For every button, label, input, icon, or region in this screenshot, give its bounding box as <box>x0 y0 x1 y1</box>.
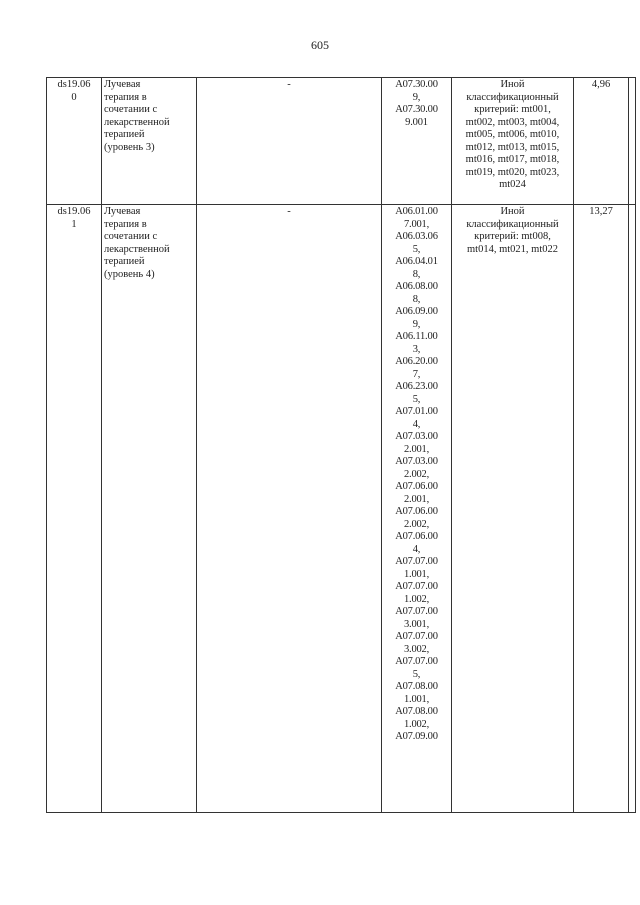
service-code-line: A07.03.00 <box>395 431 438 442</box>
group-name-line: терапией <box>104 256 145 267</box>
service-code-line: 3.002, <box>403 643 430 655</box>
criteria-line: Иной <box>500 206 525 217</box>
service-code-line: 7, <box>412 368 421 380</box>
group-code-line: ds19.06 <box>57 206 91 217</box>
service-code-line: A06.23.00 <box>395 381 438 392</box>
service-code-line: 2.002, <box>403 468 430 480</box>
diagnosis-value: - <box>287 206 291 217</box>
criteria-line: mt012, mt013, mt015, <box>465 141 560 153</box>
group-name-line: (уровень 3) <box>104 141 155 153</box>
diagnosis-cell <box>197 78 382 205</box>
criteria-line: mt016, mt017, mt018, <box>465 154 560 165</box>
service-code-line: A06.20.00 <box>395 356 438 367</box>
service-code-line: A07.07.00 <box>395 556 438 567</box>
criteria-line: mt024 <box>499 179 526 190</box>
service-code-line: A07.30.00 <box>395 79 438 90</box>
service-code-line: A06.01.00 <box>395 206 438 217</box>
service-code-line: A06.11.00 <box>395 331 438 342</box>
service-code-line: A07.08.00 <box>395 681 438 692</box>
table-body <box>47 78 636 813</box>
service-code-line: A07.30.00 <box>395 104 438 115</box>
service-code-line: A07.07.00 <box>395 631 438 642</box>
service-code-line: 5, <box>412 668 421 680</box>
group-name-line: сочетании с <box>104 231 158 242</box>
coefficient-cell <box>574 78 629 205</box>
service-code-line: 2.001, <box>403 443 430 455</box>
criteria-line: mt019, mt020, mt023, <box>465 166 560 178</box>
criteria-line: Иной <box>500 79 525 90</box>
coefficient-value: 4,96 <box>591 79 611 90</box>
criteria-line: mt014, mt021, mt022 <box>466 243 558 255</box>
group-name-line: (уровень 4) <box>104 268 155 280</box>
table-row <box>47 205 636 813</box>
group-name-cell <box>102 205 197 813</box>
service-code-line: A07.08.00 <box>395 706 438 717</box>
criteria-line: критерий: mt008, <box>474 231 551 242</box>
service-code-line: A07.07.00 <box>395 581 438 592</box>
service-code-line: 9, <box>412 318 421 330</box>
service-code-line: A06.09.00 <box>395 306 438 317</box>
group-code-line: 0 <box>71 91 77 103</box>
service-code-line: A07.01.00 <box>395 406 438 417</box>
group-name-line: лекарственной <box>104 116 170 128</box>
service-codes-cell <box>382 78 452 205</box>
service-code-line: 1.001, <box>403 693 430 705</box>
criteria-line: mt002, mt003, mt004, <box>465 116 560 128</box>
criteria-line: критерий: mt001, <box>474 104 551 115</box>
service-code-line: 7.001, <box>403 218 430 230</box>
criteria-line: классификационный <box>466 91 559 103</box>
service-code-line: 9, <box>412 91 421 103</box>
coefficient-value: 13,27 <box>589 206 613 217</box>
service-code-line: A06.08.00 <box>395 281 438 292</box>
group-name-line: лекарственной <box>104 243 170 255</box>
service-code-line: A07.03.00 <box>395 456 438 467</box>
service-code-line: A07.06.00 <box>395 531 438 542</box>
group-code-cell <box>47 78 102 205</box>
tariff-table <box>46 77 636 813</box>
group-name-line: терапия в <box>104 91 147 103</box>
empty-cell <box>629 78 636 205</box>
group-name-line: Лучевая <box>104 206 141 217</box>
diagnosis-cell <box>197 205 382 813</box>
service-code-line: A07.09.00 <box>395 731 438 742</box>
group-code-line: ds19.06 <box>57 79 91 90</box>
service-code-line: 2.002, <box>403 518 430 530</box>
group-code-cell <box>47 205 102 813</box>
service-code-line: 1.002, <box>403 593 430 605</box>
criteria-cell <box>452 78 574 205</box>
group-name-cell <box>102 78 197 205</box>
criteria-cell <box>452 205 574 813</box>
diagnosis-value: - <box>287 79 291 90</box>
service-code-line: A06.03.06 <box>395 231 438 242</box>
empty-cell <box>629 205 636 813</box>
group-code-line: 1 <box>71 218 77 230</box>
group-name-line: терапией <box>104 129 145 140</box>
service-codes-cell <box>382 205 452 813</box>
service-code-line: 4, <box>412 543 421 555</box>
service-code-line: A06.04.01 <box>395 256 438 267</box>
page-number: 605 <box>311 38 329 52</box>
service-code-line: 3.001, <box>403 618 430 630</box>
criteria-line: mt005, mt006, mt010, <box>465 129 560 140</box>
service-code-line: 8, <box>412 293 421 305</box>
service-code-line: A07.07.00 <box>395 606 438 617</box>
criteria-line: классификационный <box>466 218 559 230</box>
service-code-line: A07.07.00 <box>395 656 438 667</box>
service-code-line: 3, <box>412 343 421 355</box>
service-code-line: 5, <box>412 243 421 255</box>
service-code-line: 2.001, <box>403 493 430 505</box>
service-code-line: A07.06.00 <box>395 481 438 492</box>
service-code-line: 1.002, <box>403 718 430 730</box>
group-name-line: Лучевая <box>104 79 141 90</box>
group-name-line: терапия в <box>104 218 147 230</box>
coefficient-cell <box>574 205 629 813</box>
service-code-line: 1.001, <box>403 568 430 580</box>
service-code-line: 4, <box>412 418 421 430</box>
service-code-line: 9.001 <box>405 116 428 128</box>
service-code-line: A07.06.00 <box>395 506 438 517</box>
service-code-line: 5, <box>412 393 421 405</box>
table-row <box>47 78 636 205</box>
service-code-line: 8, <box>412 268 421 280</box>
group-name-line: сочетании с <box>104 104 158 115</box>
